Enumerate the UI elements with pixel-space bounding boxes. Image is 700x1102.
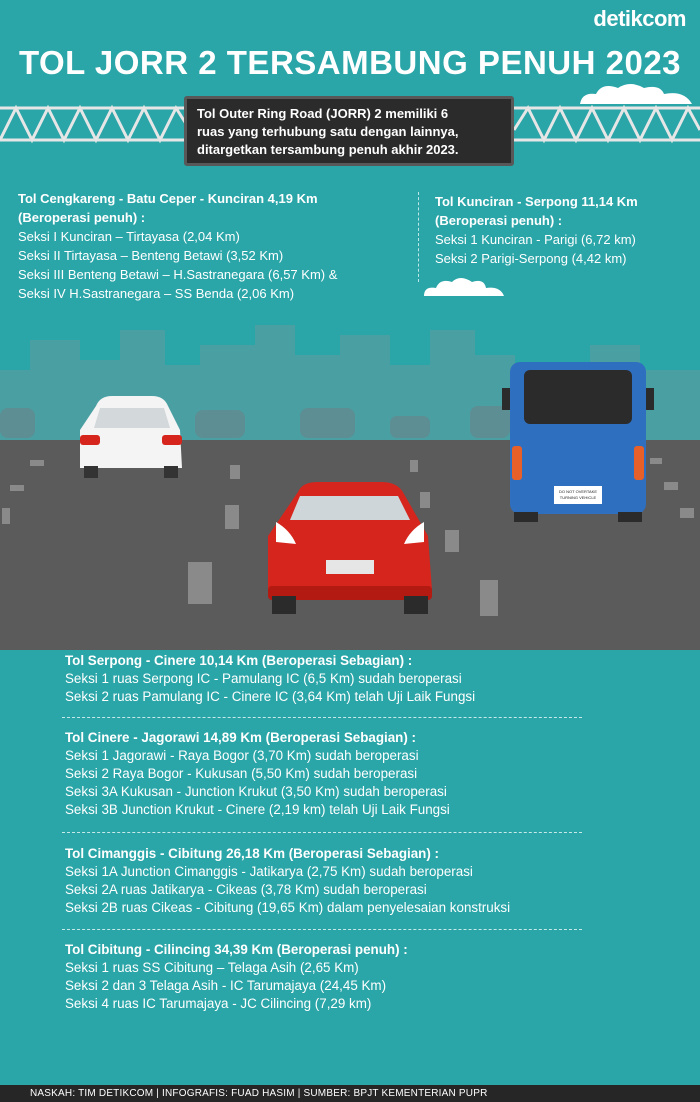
section-divider — [62, 929, 582, 930]
section-heading: Tol Kunciran - Serpong 11,14 Km — [435, 194, 638, 209]
section-item: Seksi 2B ruas Cikeas - Cibitung (19,65 Km) dalam penyelesaian konstruksi — [65, 900, 511, 915]
intro-line-3: ditargetkan tersambung penuh akhir 2023. — [197, 142, 459, 157]
section-item: Seksi III Benteng Betawi – H.Sastranegara (6,57 Km) & — [18, 267, 338, 282]
blue-bus — [502, 362, 654, 522]
section-heading: Tol Cengkareng - Batu Ceper - Kunciran 4,19 Km — [18, 191, 318, 206]
section-heading: Tol Cibitung - Cilincing 34,39 Km (Beroperasi penuh) : — [65, 942, 408, 957]
section-item: Seksi 2 dan 3 Telaga Asih - IC Tarumajaya (24,45 Km) — [65, 978, 387, 993]
intro-line-2: ruas yang terhubung satu dengan lainnya, — [197, 124, 459, 139]
section-divider — [62, 717, 582, 718]
intro-line-1: Tol Outer Ring Road (JORR) 2 memiliki 6 — [197, 106, 449, 121]
white-car — [80, 396, 182, 478]
road-scene-illustration — [0, 290, 700, 650]
section-serpong-cinere — [65, 652, 475, 706]
section-item: Seksi 1A Junction Cimanggis - Jatikarya (2,75 Km) sudah beroperasi — [65, 864, 473, 879]
section-heading: Tol Cinere - Jagorawi 14,89 Km (Beroperasi Sebagian) : — [65, 730, 416, 745]
section-item: Seksi 3A Kukusan - Junction Krukut (3,50 Km) sudah beroperasi — [65, 784, 447, 799]
bus-sign-text: DO NOT OVERTAKE — [558, 489, 598, 494]
section-item: Seksi 4 ruas IC Tarumajaya - JC Cilincing (7,29 km) — [65, 996, 372, 1011]
section-cengkareng-kunciran — [18, 189, 337, 303]
cloud-icon — [576, 80, 696, 106]
footer-credits: NASKAH: TIM DETIKCOM | INFOGRAFIS: FUAD HASIM | SUMBER: BPJT KEMENTERIAN PUPR — [0, 1085, 700, 1102]
section-heading: Tol Cimanggis - Cibitung 26,18 Km (Beroperasi Sebagian) : — [65, 846, 440, 861]
section-item: Seksi 2A ruas Jatikarya - Cikeas (3,78 Km) sudah beroperasi — [65, 882, 427, 897]
section-divider — [62, 832, 582, 833]
section-item: Seksi IV H.Sastranegara – SS Benda (2,06 Km) — [18, 286, 295, 301]
red-car — [268, 482, 432, 614]
section-item: Seksi 3B Junction Krukut - Cinere (2,19 km) telah Uji Laik Fungsi — [65, 802, 450, 817]
section-item: Seksi 1 ruas SS Cibitung – Telaga Asih (2,65 Km) — [65, 960, 359, 975]
page-title: TOL JORR 2 TERSAMBUNG PENUH 2023 — [18, 44, 682, 81]
vertical-divider — [418, 192, 419, 282]
intro-box — [184, 96, 514, 166]
section-cibitung-cilincing — [65, 941, 408, 1013]
section-cinere-jagorawi — [65, 729, 450, 819]
section-item: Seksi 1 Kunciran - Parigi (6,72 km) — [435, 232, 636, 247]
section-cimanggis-cibitung — [65, 845, 510, 917]
section-heading: Tol Serpong - Cinere 10,14 Km (Beroperasi Sebagian) : — [65, 653, 413, 668]
section-status: (Beroperasi penuh) : — [435, 213, 563, 228]
section-item: Seksi 2 Parigi-Serpong (4,42 km) — [435, 251, 627, 266]
section-status: (Beroperasi penuh) : — [18, 210, 146, 225]
section-kunciran-serpong — [435, 192, 638, 268]
section-item: Seksi I Kunciran – Tirtayasa (2,04 Km) — [18, 229, 240, 244]
section-item: Seksi 1 ruas Serpong IC - Pamulang IC (6,5 Km) sudah beroperasi — [65, 671, 462, 686]
section-item: Seksi II Tirtayasa – Benteng Betawi (3,52 Km) — [18, 248, 284, 263]
section-item: Seksi 2 ruas Pamulang IC - Cinere IC (3,64 Km) telah Uji Laik Fungsi — [65, 689, 476, 704]
section-item: Seksi 1 Jagorawi - Raya Bogor (3,70 Km) sudah beroperasi — [65, 748, 419, 763]
section-item: Seksi 2 Raya Bogor - Kukusan (5,50 Km) sudah beroperasi — [65, 766, 418, 781]
bus-sign-text-2: TURNING VEHICLE — [559, 495, 597, 500]
brand-logo: detikcom — [593, 6, 686, 31]
